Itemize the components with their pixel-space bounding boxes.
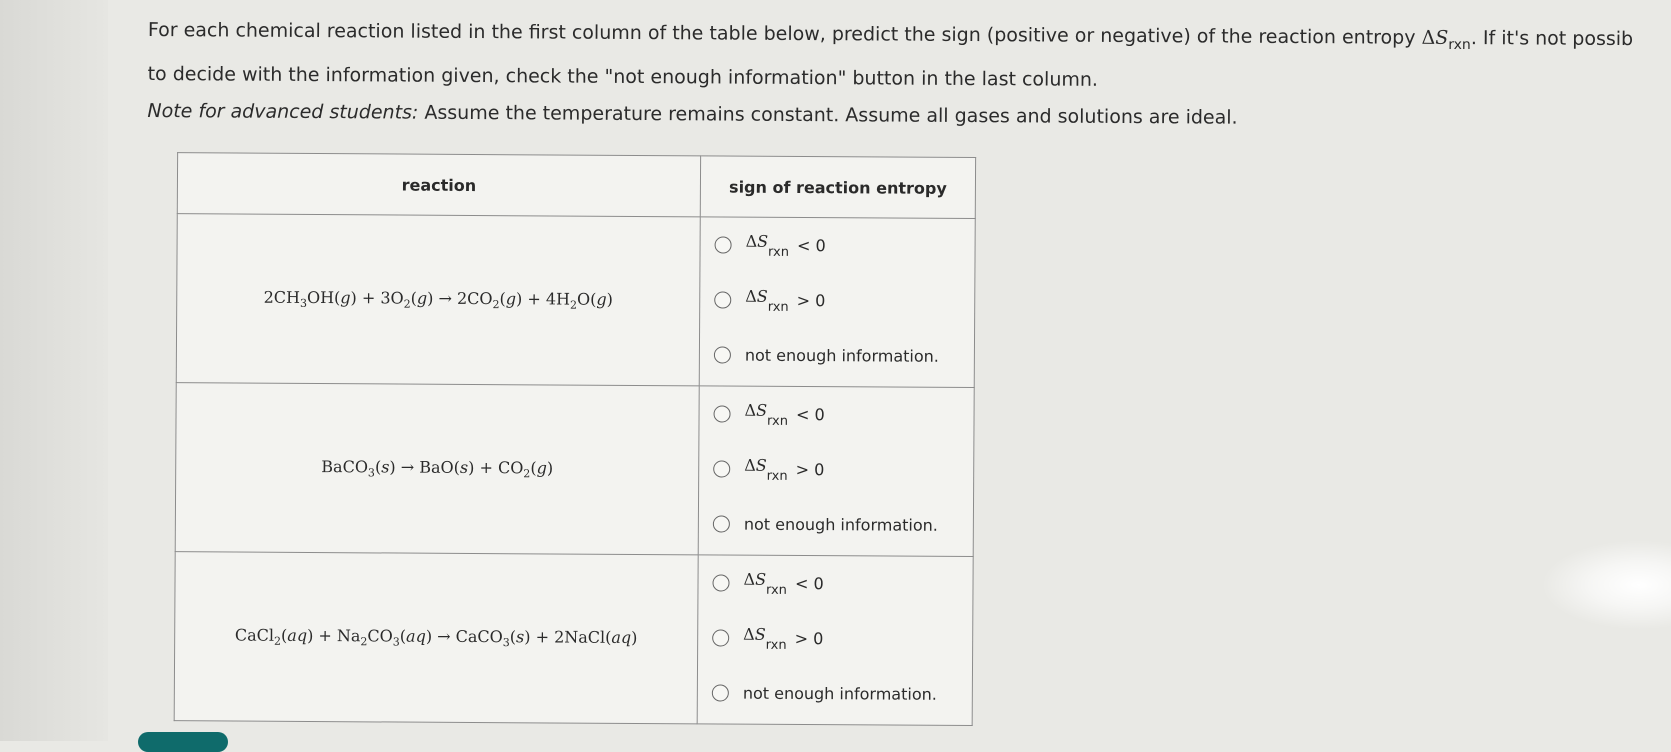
reaction-table [174, 152, 976, 726]
question-prompt [147, 12, 1658, 139]
reaction-equation-1 [176, 214, 700, 386]
option-positive-3[interactable]: $\Delta S_{rxn}$ > 0 [698, 610, 972, 667]
option-negative-3[interactable]: $\Delta S_{rxn}$ < 0 [698, 555, 972, 612]
equation-token: g [596, 289, 607, 309]
equation-token: s [516, 627, 525, 647]
equation-token: 2 [492, 298, 500, 312]
prompt-text-tail: . If it's not possib [1470, 27, 1634, 51]
equation-token: ) + 3O [350, 288, 404, 308]
radio-button[interactable] [712, 574, 729, 591]
equation-token: 3 [392, 635, 400, 649]
option-negative-2[interactable]: $\Delta S_{rxn}$ < 0 [699, 386, 973, 443]
equation-token: ( [530, 458, 537, 478]
equation-token: ( [410, 288, 418, 308]
equation-token: ( [499, 289, 506, 309]
header-sign: sign of reaction entropy [700, 156, 975, 219]
equation-token: OH( [306, 287, 341, 308]
equation-token: 2 [360, 635, 368, 649]
check-button[interactable] [138, 732, 228, 752]
equation-token: ) [631, 627, 638, 648]
table-header-row [177, 153, 975, 219]
options-cell-3 [697, 555, 973, 726]
equation-token: ( [399, 626, 407, 646]
equation-token: ) [606, 289, 613, 309]
table-row [174, 552, 973, 726]
equation-token: 2 [273, 634, 282, 648]
radio-button[interactable] [714, 291, 731, 308]
radio-button[interactable] [714, 405, 731, 422]
option-positive-1[interactable]: $\Delta S_{rxn}$ > 0 [700, 272, 974, 329]
radio-button[interactable] [712, 684, 729, 701]
equation-token: 3 [299, 296, 308, 310]
equation-token: s [381, 457, 390, 477]
equation-token: ) → BaO( [389, 457, 461, 477]
radio-button[interactable] [715, 236, 732, 253]
table-row [176, 214, 975, 388]
table-row [175, 383, 974, 557]
equation-token: 3 [367, 466, 375, 480]
radio-button[interactable] [713, 460, 730, 477]
prompt-text: For each chemical reaction listed in the first column of the table below, predict the sign (positive or negative) of the reaction entropy [147, 18, 1422, 49]
options-cell-2 [698, 386, 974, 557]
radio-button[interactable] [714, 346, 731, 363]
equation-token: ) [546, 458, 554, 478]
equation-token: 2 [523, 467, 531, 481]
equation-token: 3 [502, 636, 510, 650]
equation-token: aq [287, 625, 308, 645]
option-not-enough-info-2[interactable]: not enough information. [699, 496, 973, 553]
radio-button[interactable] [712, 629, 729, 646]
option-negative-1[interactable]: $\Delta S_{rxn}$ < 0 [700, 217, 974, 274]
equation-token: O( [576, 289, 597, 309]
option-positive-2[interactable]: $\Delta S_{rxn}$ > 0 [699, 441, 973, 498]
equation-token: ( [374, 457, 382, 477]
options-cell-1 [699, 217, 975, 388]
reaction-equation-2 [175, 383, 699, 555]
equation-token: aq [406, 626, 426, 646]
advanced-note: Note for advanced students: Assume the temperature remains constant. Assume all gases and solutions are ideal. [147, 99, 1238, 129]
equation-token: 2 [569, 298, 578, 312]
equation-token: ) + 4H [515, 289, 571, 309]
left-margin [0, 0, 108, 741]
equation-token: ) + 2NaCl( [524, 627, 612, 647]
screen-glare [1541, 540, 1671, 630]
equation-token: 2CH [263, 287, 301, 307]
equation-token: ) + CO [468, 457, 524, 478]
option-not-enough-info-1[interactable]: not enough information. [700, 327, 974, 384]
equation-token: g [505, 289, 517, 309]
question-panel [147, 12, 1658, 704]
prompt-line-2: to decide with the information given, check the "not enough information" button in the last column. [147, 62, 1099, 91]
option-not-enough-info-3[interactable]: not enough information. [698, 665, 972, 722]
entropy-symbol: $\Delta S_{rxn}$ [1421, 26, 1471, 54]
equation-token: g [536, 458, 547, 478]
radio-button[interactable] [713, 515, 730, 532]
equation-token: 2 [403, 297, 411, 311]
reaction-equation-3 [174, 552, 698, 724]
equation-token: BaCO [321, 457, 369, 477]
equation-token: g [416, 288, 428, 308]
equation-token: aq [611, 627, 632, 647]
equation-token: ) → 2CO [427, 288, 493, 309]
equation-token: ) + Na [307, 625, 361, 646]
equation-token: ( [281, 625, 288, 645]
equation-token: ) → CaCO [425, 626, 503, 647]
equation-token: CaCl [234, 625, 275, 645]
equation-token: s [459, 457, 469, 477]
header-reaction: reaction [177, 153, 700, 217]
equation-token: CO [367, 626, 393, 646]
equation-token: ( [509, 627, 517, 647]
equation-token: g [340, 288, 351, 308]
